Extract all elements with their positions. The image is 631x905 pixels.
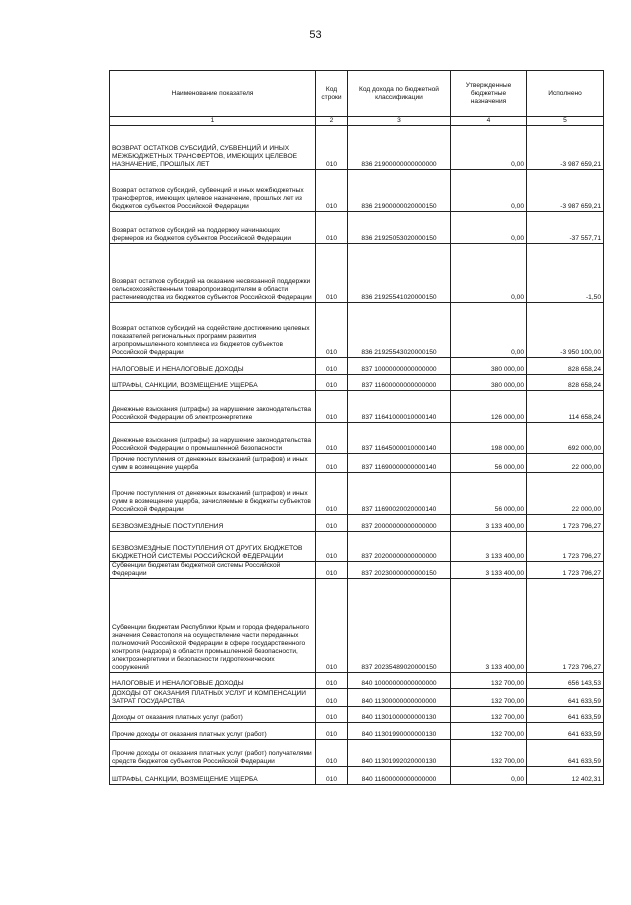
- row-code: 010: [316, 473, 348, 515]
- row-approved: 0,00: [451, 170, 527, 212]
- row-approved: 0,00: [451, 303, 527, 358]
- row-approved: 3 133 400,00: [451, 515, 527, 532]
- row-executed: 1 723 796,27: [527, 579, 604, 673]
- row-executed: 641 633,59: [527, 740, 604, 767]
- row-approved: 132 700,00: [451, 673, 527, 689]
- row-name: БЕЗВОЗМЕЗДНЫЕ ПОСТУПЛЕНИЯ ОТ ДРУГИХ БЮДЖЕТОВ БЮДЖЕТНОЙ СИСТЕМЫ РОССИЙСКОЙ ФЕДЕРАЦИИ: [110, 532, 316, 562]
- column-index-row: [110, 117, 604, 126]
- header-approved: Утвержденные бюджетные назначения: [451, 71, 527, 117]
- row-classification: 837 11645000010000140: [348, 423, 451, 454]
- row-approved: 3 133 400,00: [451, 532, 527, 562]
- row-name: Прочие доходы от оказания платных услуг (работ): [110, 723, 316, 740]
- row-classification: 840 11301992020000130: [348, 740, 451, 767]
- row-classification: 836 21925053020000150: [348, 212, 451, 244]
- row-classification: 837 20000000000000000: [348, 515, 451, 532]
- row-executed: 641 633,59: [527, 707, 604, 723]
- table-row: [110, 515, 604, 532]
- row-executed: 22 000,00: [527, 473, 604, 515]
- row-code: 010: [316, 673, 348, 689]
- table-row: [110, 244, 604, 303]
- table-row: [110, 423, 604, 454]
- row-name: Субвенции бюджетам Республики Крым и города федерального значения Севастополя на осуществление части переданных полномочий Российской Федерации в сфере государственного контроля (надзора) в области промышленной безопасности, электроэнергетики и безопасности гидротехнических сооружений: [110, 579, 316, 673]
- table-row: [110, 723, 604, 740]
- table-header-row: [110, 71, 604, 117]
- row-classification: 837 20235489020000150: [348, 579, 451, 673]
- row-approved: 0,00: [451, 244, 527, 303]
- row-classification: 840 11301000000000130: [348, 707, 451, 723]
- row-executed: 12 402,31: [527, 767, 604, 785]
- row-code: 010: [316, 562, 348, 579]
- row-approved: 0,00: [451, 126, 527, 170]
- row-executed: 1 723 796,27: [527, 515, 604, 532]
- row-executed: 641 633,59: [527, 689, 604, 707]
- header-name: Наименование показателя: [110, 71, 316, 117]
- row-name: ДОХОДЫ ОТ ОКАЗАНИЯ ПЛАТНЫХ УСЛУГ И КОМПЕНСАЦИИ ЗАТРАТ ГОСУДАРСТВА: [110, 689, 316, 707]
- row-executed: 828 658,24: [527, 375, 604, 391]
- row-name: Возврат остатков субсидий на поддержку начинающих фермеров из бюджетов субъектов Российской Федерации: [110, 212, 316, 244]
- row-code: 010: [316, 391, 348, 423]
- row-classification: 837 11600000000000000: [348, 375, 451, 391]
- row-name: Прочие поступления от денежных взысканий (штрафов) и иных сумм в возмещение ущерба: [110, 454, 316, 473]
- row-approved: 3 133 400,00: [451, 579, 527, 673]
- column-index: 4: [451, 117, 527, 126]
- row-approved: 132 700,00: [451, 707, 527, 723]
- row-name: Денежные взыскания (штрафы) за нарушение законодательства Российской Федерации о промышленной безопасности: [110, 423, 316, 454]
- row-code: 010: [316, 375, 348, 391]
- row-approved: 132 700,00: [451, 723, 527, 740]
- row-code: 010: [316, 723, 348, 740]
- row-executed: -1,50: [527, 244, 604, 303]
- row-approved: 0,00: [451, 767, 527, 785]
- row-executed: 1 723 796,27: [527, 532, 604, 562]
- column-index: 5: [527, 117, 604, 126]
- row-name: Возврат остатков субсидий, субвенций и иных межбюджетных трансфертов, имеющих целевое назначение, прошлых лет из бюджетов субъектов Российской Федерации: [110, 170, 316, 212]
- row-code: 010: [316, 244, 348, 303]
- row-approved: 56 000,00: [451, 454, 527, 473]
- row-executed: 692 000,00: [527, 423, 604, 454]
- row-approved: 3 133 400,00: [451, 562, 527, 579]
- row-name: НАЛОГОВЫЕ И НЕНАЛОГОВЫЕ ДОХОДЫ: [110, 358, 316, 375]
- row-executed: 641 633,59: [527, 723, 604, 740]
- row-name: Возврат остатков субсидий на содействие достижению целевых показателей региональных программ развития агропромышленного комплекса из бюджетов субъектов Российской Федерации: [110, 303, 316, 358]
- row-executed: 22 000,00: [527, 454, 604, 473]
- table-body: [110, 126, 604, 785]
- column-index: 3: [348, 117, 451, 126]
- table-row: [110, 126, 604, 170]
- row-classification: 840 11300000000000000: [348, 689, 451, 707]
- row-approved: 380 000,00: [451, 375, 527, 391]
- row-name: Прочие доходы от оказания платных услуг (работ) получателями средств бюджетов субъектов Российской Федерации: [110, 740, 316, 767]
- row-name: Возврат остатков субсидий на оказание несвязанной поддержки сельскохозяйственным товаропроизводителям в области растениеводства из бюджетов субъектов Российской Федерации: [110, 244, 316, 303]
- column-index: 1: [110, 117, 316, 126]
- row-code: 010: [316, 767, 348, 785]
- row-name: НАЛОГОВЫЕ И НЕНАЛОГОВЫЕ ДОХОДЫ: [110, 673, 316, 689]
- row-executed: 114 658,24: [527, 391, 604, 423]
- row-code: 010: [316, 515, 348, 532]
- table-row: [110, 562, 604, 579]
- row-classification: 837 10000000000000000: [348, 358, 451, 375]
- row-name: Доходы от оказания платных услуг (работ): [110, 707, 316, 723]
- row-code: 010: [316, 532, 348, 562]
- row-classification: 840 10000000000000000: [348, 673, 451, 689]
- row-code: 010: [316, 126, 348, 170]
- row-approved: 132 700,00: [451, 689, 527, 707]
- row-approved: 0,00: [451, 212, 527, 244]
- row-code: 010: [316, 423, 348, 454]
- header-classification: Код дохода по бюджетной классификации: [348, 71, 451, 117]
- row-classification: 840 11301990000000130: [348, 723, 451, 740]
- header-executed: Исполнено: [527, 71, 604, 117]
- table-row: [110, 740, 604, 767]
- row-code: 010: [316, 170, 348, 212]
- row-classification: 837 20230000000000150: [348, 562, 451, 579]
- table-row: [110, 473, 604, 515]
- table-row: [110, 767, 604, 785]
- table-row: [110, 212, 604, 244]
- table-row: [110, 707, 604, 723]
- row-approved: 132 700,00: [451, 740, 527, 767]
- table-row: [110, 303, 604, 358]
- row-name: Денежные взыскания (штрафы) за нарушение законодательства Российской Федерации об электроэнергетике: [110, 391, 316, 423]
- row-executed: -3 987 659,21: [527, 126, 604, 170]
- row-approved: 380 000,00: [451, 358, 527, 375]
- row-executed: 1 723 796,27: [527, 562, 604, 579]
- row-code: 010: [316, 303, 348, 358]
- column-index: 2: [316, 117, 348, 126]
- table-row: [110, 170, 604, 212]
- row-classification: 836 21925543020000150: [348, 303, 451, 358]
- row-executed: -3 987 659,21: [527, 170, 604, 212]
- row-approved: 126 000,00: [451, 391, 527, 423]
- row-code: 010: [316, 212, 348, 244]
- row-name: ШТРАФЫ, САНКЦИИ, ВОЗМЕЩЕНИЕ УЩЕРБА: [110, 375, 316, 391]
- row-classification: 837 11641000010000140: [348, 391, 451, 423]
- table-row: [110, 358, 604, 375]
- row-classification: 836 21925541020000150: [348, 244, 451, 303]
- row-code: 010: [316, 707, 348, 723]
- page-number: 53: [309, 29, 322, 41]
- row-code: 010: [316, 454, 348, 473]
- row-name: Субвенции бюджетам бюджетной системы Российской Федерации: [110, 562, 316, 579]
- row-code: 010: [316, 740, 348, 767]
- row-executed: -37 557,71: [527, 212, 604, 244]
- row-executed: 656 143,53: [527, 673, 604, 689]
- table-row: [110, 391, 604, 423]
- row-code: 010: [316, 579, 348, 673]
- row-executed: 828 658,24: [527, 358, 604, 375]
- row-classification: 837 11690000000000140: [348, 454, 451, 473]
- table-row: [110, 454, 604, 473]
- table-row: [110, 689, 604, 707]
- row-classification: 837 20200000000000000: [348, 532, 451, 562]
- header-code: Код строки: [316, 71, 348, 117]
- row-classification: 837 11690020020000140: [348, 473, 451, 515]
- row-name: Прочие поступления от денежных взысканий (штрафов) и иных сумм в возмещение ущерба, зачисляемые в бюджеты субъектов Российской Федерации: [110, 473, 316, 515]
- table-row: [110, 532, 604, 562]
- row-classification: 836 21900000020000150: [348, 170, 451, 212]
- row-name: ВОЗВРАТ ОСТАТКОВ СУБСИДИЙ, СУБВЕНЦИЙ И ИНЫХ МЕЖБЮДЖЕТНЫХ ТРАНСФЕРТОВ, ИМЕЮЩИХ ЦЕЛЕВОЕ НАЗНАЧЕНИЕ, ПРОШЛЫХ ЛЕТ: [110, 126, 316, 170]
- row-name: БЕЗВОЗМЕЗДНЫЕ ПОСТУПЛЕНИЯ: [110, 515, 316, 532]
- row-approved: 198 000,00: [451, 423, 527, 454]
- row-code: 010: [316, 689, 348, 707]
- table-row: [110, 375, 604, 391]
- row-name: ШТРАФЫ, САНКЦИИ, ВОЗМЕЩЕНИЕ УЩЕРБА: [110, 767, 316, 785]
- budget-table: [109, 70, 604, 785]
- row-executed: -3 950 100,00: [527, 303, 604, 358]
- row-code: 010: [316, 358, 348, 375]
- table-row: [110, 579, 604, 673]
- row-classification: 836 21900000000000000: [348, 126, 451, 170]
- row-approved: 56 000,00: [451, 473, 527, 515]
- row-classification: 840 11600000000000000: [348, 767, 451, 785]
- table-row: [110, 673, 604, 689]
